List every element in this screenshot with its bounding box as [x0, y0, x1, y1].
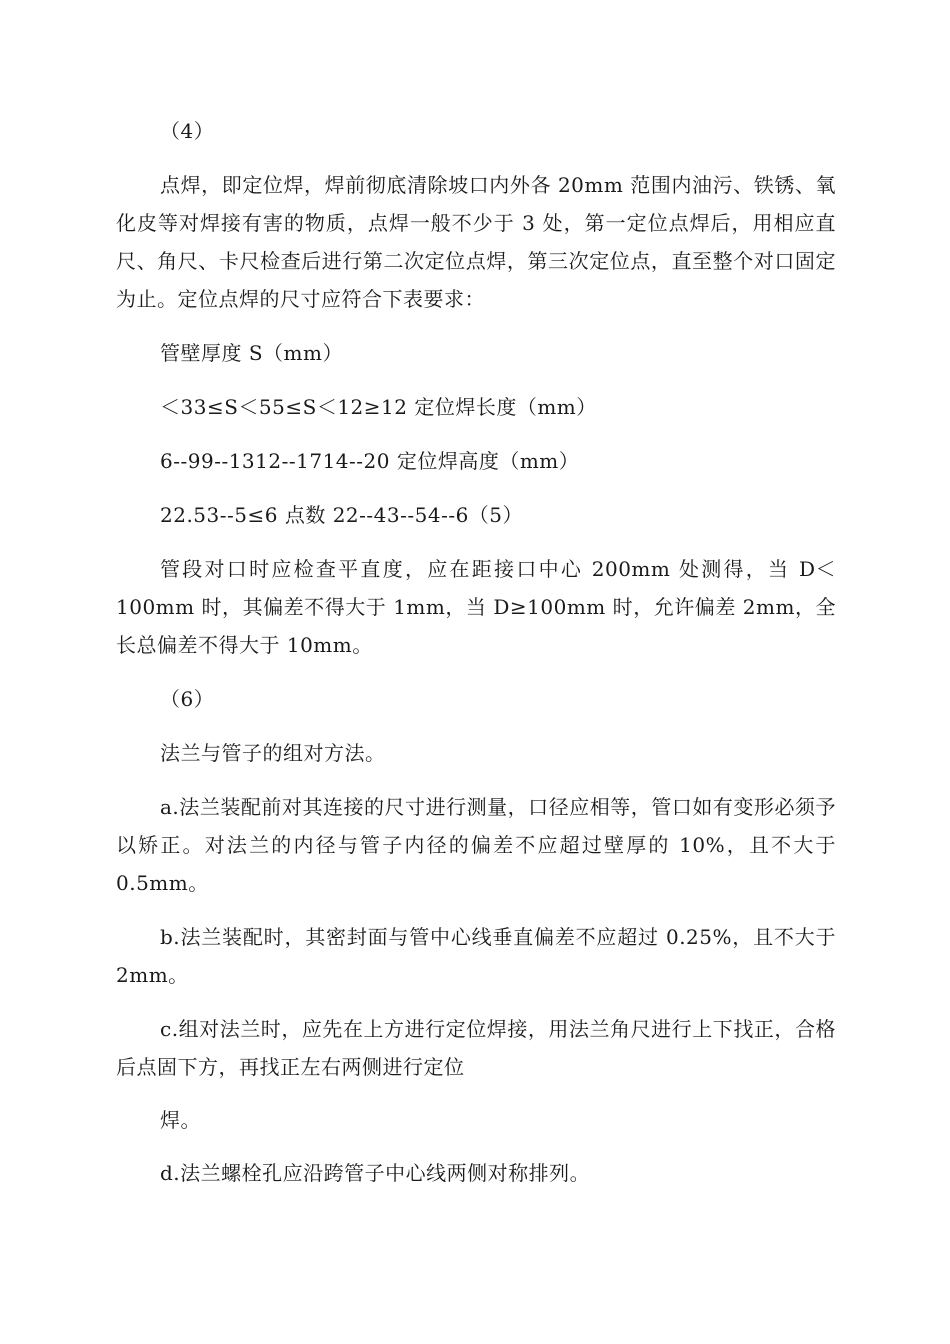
paragraph-point-count: 22.53--5≤6 点数 22--43--54--6（5） [160, 503, 524, 527]
paragraph-weld-length: ＜33≤S＜55≤S＜12≥12 定位焊长度（mm） [160, 395, 597, 419]
paragraph-flange-b: b.法兰装配时，其密封面与管中心线垂直偏差不应超过 0.25%，且不大于 2mm。 [116, 925, 836, 987]
paragraph-step-4-marker: （4） [160, 119, 215, 143]
paragraph-flange-d: d.法兰螺栓孔应沿跨管子中心线两侧对称排列。 [160, 1161, 591, 1185]
paragraph-flange-c-continued: 焊。 [160, 1108, 201, 1132]
paragraph-step-6-marker: （6） [160, 687, 215, 711]
paragraph-weld-height: 6--99--1312--1714--20 定位焊高度（mm） [160, 449, 580, 473]
paragraph-wall-thickness: 管壁厚度 S（mm） [160, 341, 343, 365]
paragraph-flange-a: a.法兰装配前对其连接的尺寸进行测量，口径应相等，管口如有变形必须予以矫正。对法兰的内径与管子内径的偏差不应超过壁厚的 10%，且不大于 0.5mm。 [116, 795, 836, 895]
paragraph-flange-c: c.组对法兰时，应先在上方进行定位焊接，用法兰角尺进行上下找正，合格后点固下方，再找正左右两侧进行定位 [116, 1017, 836, 1079]
paragraph-straightness: 管段对口时应检查平直度，应在距接口中心 200mm 处测得，当 D＜100mm 时，其偏差不得大于 1mm，当 D≥100mm 时，允许偏差 2mm，全长总偏差不得大于 10mm。 [116, 557, 836, 657]
paragraph-spot-welding: 点焊，即定位焊，焊前彻底清除坡口内外各 20mm 范围内油污、铁锈、氧化皮等对焊接有害的物质，点焊一般不少于 3 处，第一定位点焊后，用相应直尺、角尺、卡尺检查后进行第二次定位点焊，第三次定位点，直至整个对口固定为止。定位点焊的尺寸应符合下表要求： [116, 173, 836, 311]
document-page [116, 112, 836, 1192]
paragraph-flange-method-title: 法兰与管子的组对方法。 [160, 741, 386, 765]
